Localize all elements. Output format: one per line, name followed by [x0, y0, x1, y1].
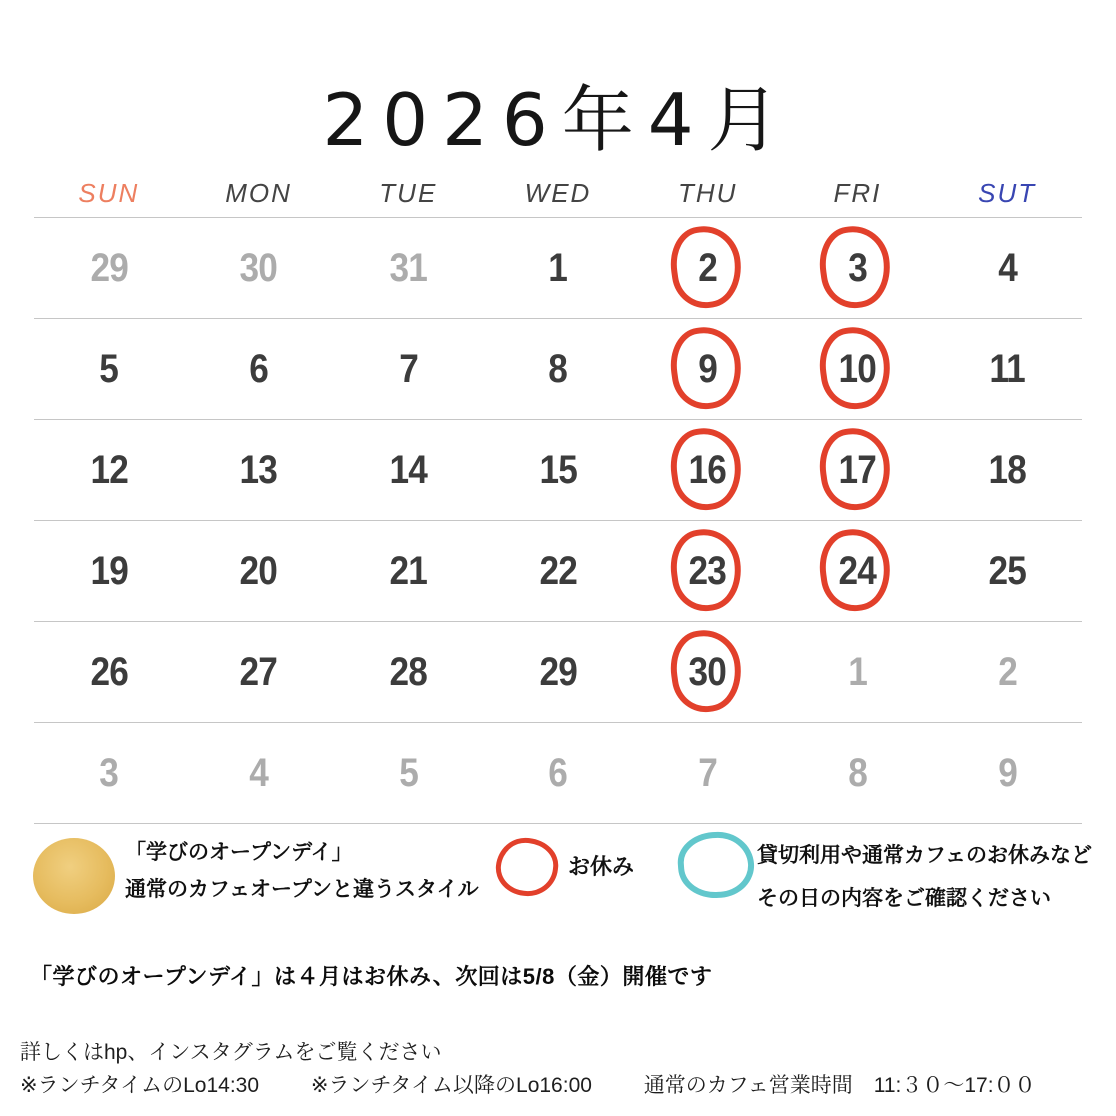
cafe-hours-note: 通常のカフェ営業時間 11:３０〜17:００ [643, 1074, 1036, 1097]
weekday-fri: FRI [833, 178, 882, 208]
day-number: 1 [548, 245, 568, 290]
day-number: 5 [99, 346, 119, 391]
closed-day-circle-icon [493, 835, 561, 899]
calendar-cell [783, 319, 933, 419]
day-number: 12 [90, 447, 128, 492]
calendar-cell [34, 622, 184, 722]
day-number: 21 [389, 548, 427, 593]
day-number: 30 [239, 245, 278, 290]
calendar-cell [483, 319, 633, 419]
calendar-cell [633, 622, 783, 722]
calendar-cell [483, 723, 633, 823]
calendar-cell [184, 218, 334, 318]
day-number: 27 [239, 649, 278, 694]
calendar-cell [932, 622, 1082, 722]
weekday-sun: SUN [78, 178, 140, 208]
legend-closed-label: お休み [568, 854, 635, 879]
weekday-wed: WED [524, 178, 592, 208]
day-number: 15 [539, 447, 577, 492]
open-day-notice: 「学びのオープンデイ」は４月はお休み、次回は5/8（金）開催です [30, 964, 713, 989]
legend-open-day-label [125, 834, 479, 908]
calendar-cell [633, 319, 783, 419]
day-number: 24 [838, 548, 877, 593]
day-number: 29 [539, 649, 577, 694]
day-number: 8 [848, 750, 867, 795]
open-day-circle-icon [33, 838, 115, 914]
calendar-cell [932, 218, 1082, 318]
calendar-cell [483, 622, 633, 722]
calendar [34, 172, 1082, 824]
calendar-week-row [34, 723, 1082, 824]
legend-reserved-label [757, 834, 1092, 920]
calendar-cell [633, 521, 783, 621]
calendar-week-row [34, 521, 1082, 622]
weekday-row [34, 172, 1082, 218]
day-number: 20 [239, 548, 278, 593]
day-number: 29 [90, 245, 128, 290]
calendar-grid [34, 218, 1082, 824]
calendar-cell [333, 723, 483, 823]
day-number: 25 [988, 548, 1026, 593]
calendar-cell [34, 723, 184, 823]
day-number: 7 [398, 346, 418, 391]
info-note: 詳しくはhp、インスタグラムをご覧ください [20, 1041, 442, 1064]
calendar-cell [34, 521, 184, 621]
day-number: 13 [239, 447, 278, 492]
day-number: 16 [689, 447, 727, 492]
day-number: 26 [90, 649, 128, 694]
day-number: 9 [997, 750, 1017, 795]
weekday-sut: SUT [978, 178, 1037, 208]
day-number: 2 [997, 649, 1017, 694]
calendar-cell [333, 420, 483, 520]
day-number: 14 [389, 447, 427, 492]
day-number: 4 [997, 245, 1017, 290]
calendar-week-row [34, 622, 1082, 723]
calendar-cell [483, 218, 633, 318]
day-number: 1 [848, 649, 867, 694]
day-number: 23 [689, 548, 727, 593]
day-number: 18 [988, 447, 1026, 492]
day-number: 3 [848, 245, 867, 290]
reserved-day-circle-icon [676, 829, 756, 900]
calendar-cell [184, 420, 334, 520]
day-number: 7 [698, 750, 718, 795]
calendar-cell [184, 622, 334, 722]
day-number: 10 [838, 346, 877, 391]
after-lunch-lo-note: ※ランチタイム以降のLo16:00 [310, 1074, 592, 1097]
calendar-cell [333, 521, 483, 621]
calendar-cell [633, 218, 783, 318]
lunch-lo-note: ※ランチタイムのLo14:30 [20, 1074, 260, 1097]
legend-reserved-line2: その日の内容をご確認ください [757, 887, 1051, 910]
day-number: 6 [249, 346, 268, 391]
day-number: 22 [539, 548, 577, 593]
day-number: 8 [548, 346, 568, 391]
calendar-cell [932, 420, 1082, 520]
day-number: 4 [249, 750, 268, 795]
calendar-cell [34, 319, 184, 419]
calendar-cell [633, 420, 783, 520]
day-number: 30 [689, 649, 727, 694]
calendar-week-row [34, 319, 1082, 420]
weekday-thu: THU [678, 178, 738, 208]
calendar-cell [932, 723, 1082, 823]
calendar-cell [184, 521, 334, 621]
day-number: 3 [99, 750, 119, 795]
legend-open-day-line1: 「学びのオープンデイ」 [125, 841, 353, 864]
legend-open-day-line2: 通常のカフェオープンと違うスタイル [125, 878, 479, 901]
calendar-cell [783, 420, 933, 520]
weekday-mon: MON [225, 178, 292, 208]
hours-note [20, 1069, 1036, 1099]
calendar-cell [333, 218, 483, 318]
legend [0, 826, 1116, 936]
calendar-cell [483, 521, 633, 621]
calendar-cell [932, 319, 1082, 419]
calendar-cell [633, 723, 783, 823]
day-number: 5 [398, 750, 418, 795]
calendar-week-row [34, 218, 1082, 319]
calendar-week-row [34, 420, 1082, 521]
calendar-cell [184, 723, 334, 823]
legend-reserved-line1: 貸切利用や通常カフェのお休みなど [757, 844, 1092, 867]
calendar-cell [333, 319, 483, 419]
calendar-cell [783, 521, 933, 621]
day-number: 28 [389, 649, 427, 694]
day-number: 31 [389, 245, 427, 290]
calendar-cell [333, 622, 483, 722]
calendar-cell [34, 218, 184, 318]
calendar-cell [783, 622, 933, 722]
day-number: 9 [698, 346, 718, 391]
day-number: 2 [698, 245, 718, 290]
day-number: 11 [989, 346, 1025, 391]
day-number: 19 [90, 548, 128, 593]
calendar-title: 2026年4月 [322, 78, 794, 162]
calendar-cell [783, 723, 933, 823]
calendar-cell [34, 420, 184, 520]
calendar-cell [483, 420, 633, 520]
weekday-tue: TUE [379, 178, 438, 208]
calendar-cell [932, 521, 1082, 621]
calendar-cell [184, 319, 334, 419]
day-number: 17 [838, 447, 877, 492]
day-number: 6 [548, 750, 568, 795]
calendar-cell [783, 218, 933, 318]
